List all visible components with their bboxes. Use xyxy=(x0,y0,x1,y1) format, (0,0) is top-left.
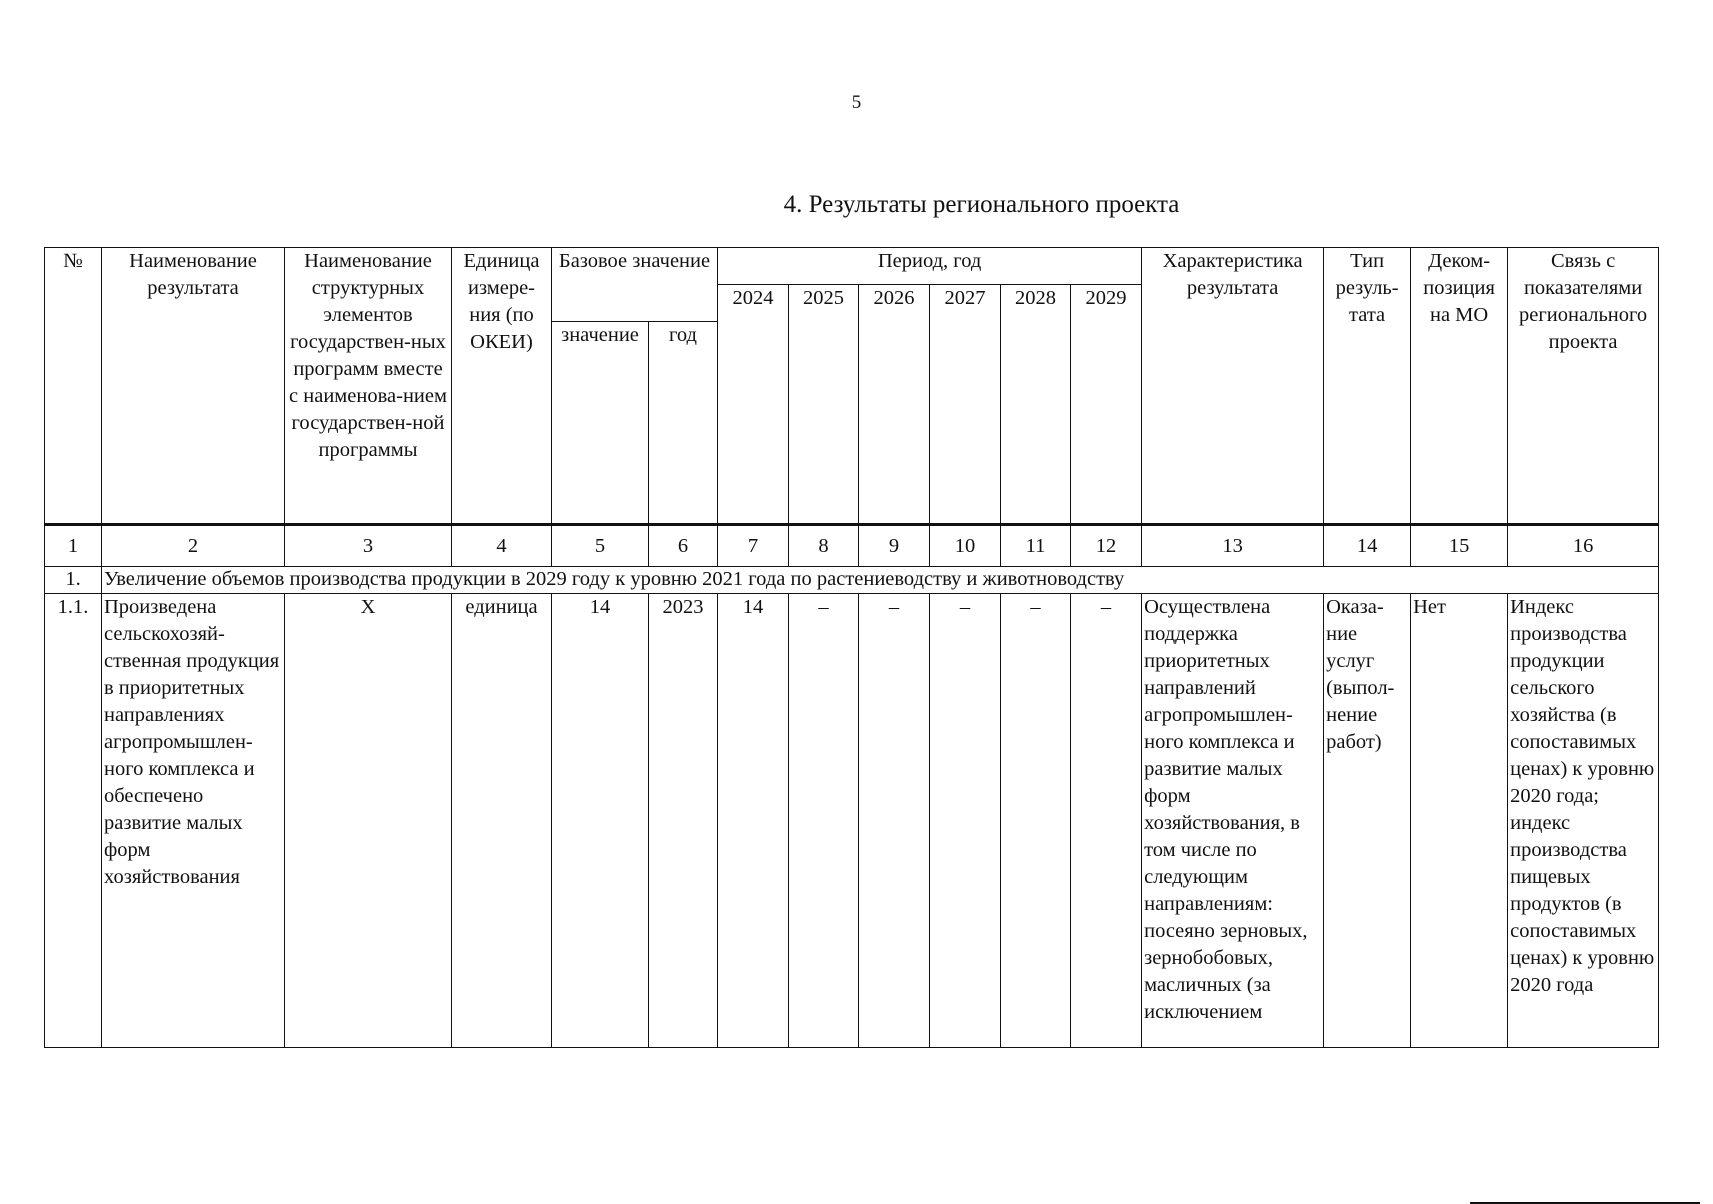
header-no: № xyxy=(45,248,102,525)
row-year-2025: – xyxy=(789,594,859,1048)
row-unit: единица xyxy=(452,594,552,1048)
column-number: 12 xyxy=(1071,525,1142,567)
header-characteristic: Характеристика результата xyxy=(1142,248,1324,525)
header-year-2029: 2029 xyxy=(1071,285,1142,525)
header-year-2024: 2024 xyxy=(718,285,789,525)
results-table xyxy=(44,247,1659,1048)
row-year-2029: – xyxy=(1071,594,1142,1048)
header-unit: Единица измере-ния (по ОКЕИ) xyxy=(452,248,552,525)
row-result-type: Оказа-ние услуг (выпол-нение работ) xyxy=(1324,594,1411,1048)
section-row xyxy=(45,567,1659,594)
row-decomposition: Нет xyxy=(1411,594,1508,1048)
row-year-2028: – xyxy=(1001,594,1071,1048)
page-number: 5 xyxy=(851,92,862,113)
header-base-value: Базовое значение xyxy=(552,248,718,322)
column-number: 1 xyxy=(45,525,102,567)
header-decomposition: Деком-позиция на МО xyxy=(1411,248,1508,525)
header-period: Период, год xyxy=(718,248,1142,285)
column-number: 7 xyxy=(718,525,789,567)
header-base-value-year: год xyxy=(649,322,718,525)
column-number: 8 xyxy=(789,525,859,567)
column-number: 4 xyxy=(452,525,552,567)
row-base-year: 2023 xyxy=(649,594,718,1048)
row-year-2026: – xyxy=(859,594,930,1048)
column-number: 9 xyxy=(859,525,930,567)
column-number: 2 xyxy=(102,525,285,567)
row-characteristic: Осуществлена поддержка приоритетных направлений агропромышлен-ного комплекса и развитие малых форм хозяйствования, в том числе по следующим направлениям: посеяно зерновых, зернобобовых, масличных (за исключением xyxy=(1142,594,1324,1048)
column-number: 5 xyxy=(552,525,649,567)
header-structural-elements: Наименование структурных элементов государствен-ных программ вместе с наименова-нием государствен-ной программы xyxy=(285,248,452,525)
header-result-name: Наименование результата xyxy=(102,248,285,525)
column-number: 16 xyxy=(1508,525,1659,567)
header-year-2028: 2028 xyxy=(1001,285,1071,525)
row-result-name: Произведена сельскохозяй-ственная продукция в приоритетных направлениях агропромышлен-ного комплекса и обеспечено развитие малых форм хозяйствования xyxy=(102,594,285,1048)
column-number: 14 xyxy=(1324,525,1411,567)
row-year-2027: – xyxy=(930,594,1001,1048)
header-year-2026: 2026 xyxy=(859,285,930,525)
row-structural-elements: Х xyxy=(285,594,452,1048)
row-number: 1.1. xyxy=(45,594,102,1048)
column-number: 6 xyxy=(649,525,718,567)
row-link: Индекс производства продукции сельского хозяйства (в сопоставимых ценах) к уровню 2020 года; индекс производства пищевых продуктов (в сопоставимых ценах) к уровню 2020 года xyxy=(1508,594,1659,1048)
column-number: 15 xyxy=(1411,525,1508,567)
header-base-value-value: значение xyxy=(552,322,649,525)
header-result-type: Тип резуль-тата xyxy=(1324,248,1411,525)
section-title: Увеличение объемов производства продукции в 2029 году к уровню 2021 года по растениеводству и животноводству xyxy=(102,567,1659,594)
column-number: 3 xyxy=(285,525,452,567)
header-link: Связь с показателями регионального проекта xyxy=(1508,248,1659,525)
column-number: 13 xyxy=(1142,525,1324,567)
table-row xyxy=(45,594,1659,1048)
section-number: 1. xyxy=(45,567,102,594)
row-base-value: 14 xyxy=(552,594,649,1048)
document-title: 4. Результаты регионального проекта xyxy=(783,191,1180,218)
row-year-2024: 14 xyxy=(718,594,789,1048)
column-numbers-row xyxy=(45,525,1659,567)
column-number: 11 xyxy=(1001,525,1071,567)
header-year-2025: 2025 xyxy=(789,285,859,525)
column-number: 10 xyxy=(930,525,1001,567)
header-year-2027: 2027 xyxy=(930,285,1001,525)
